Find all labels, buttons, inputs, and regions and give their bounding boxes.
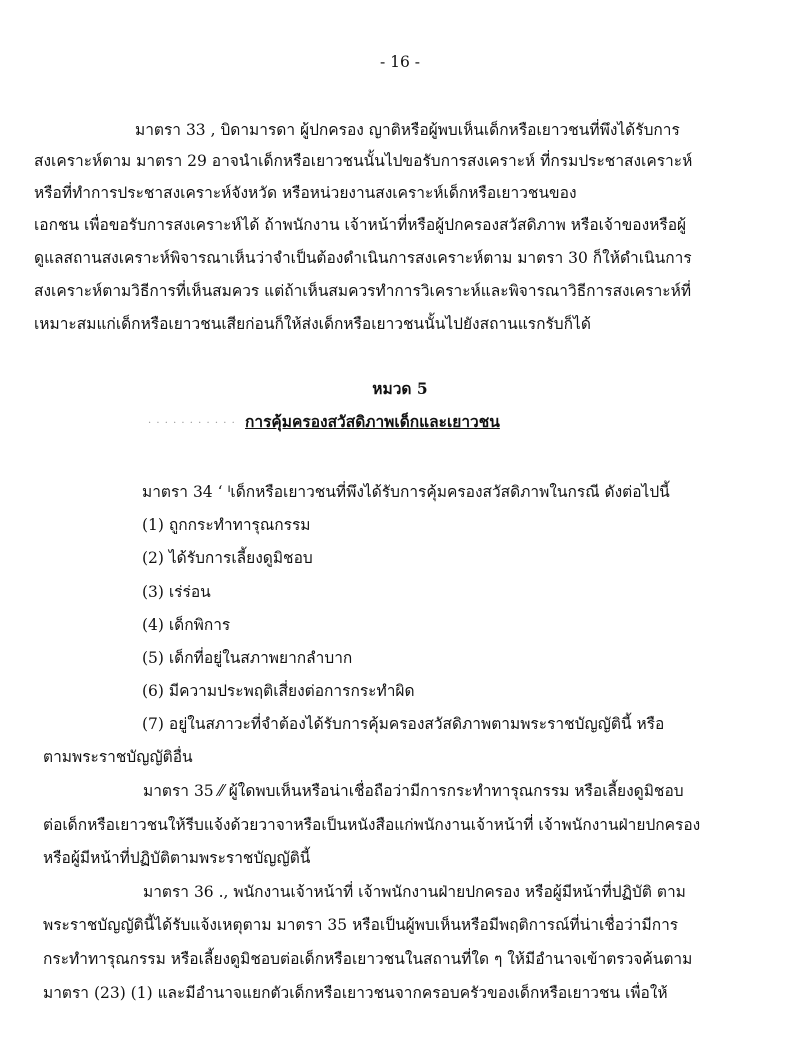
section-34-item-3: (3) เร่ร่อน bbox=[142, 583, 211, 601]
page-number: - 16 - bbox=[379, 53, 421, 71]
section-34-continuation: ตามพระราชบัญญัติอื่น bbox=[43, 748, 193, 766]
section-33-line-2: สงเคราะห์ตาม มาตรา 29 อาจนำเด็กหรือเยาวชนนั้นไปขอรับการสงเคราะห์ ที่กรมประชาสงเคราะห์ bbox=[34, 152, 693, 170]
chapter-heading: หมวด 5 bbox=[372, 379, 428, 398]
section-33-line-3: หรือที่ทำการประชาสงเคราะห์จังหวัด หรือหน่วยงานสงเคราะห์เด็กหรือเยาวชนของ bbox=[34, 184, 577, 202]
section-36-line-4: มาตรา (23) (1) และมีอำนาจแยกตัวเด็กหรือเยาวชนจากครอบครัวของเด็กหรือเยาวชน เพื่อให้ bbox=[43, 984, 668, 1002]
section-33-line-7: เหมาะสมแก่เด็กหรือเยาวชนเสียก่อนก็ให้ส่งเด็กหรือเยาวชนนั้นไปยังสถานแรกรับก็ได้ bbox=[34, 315, 591, 333]
section-33-line-1: มาตรา 33 , บิดามารดา ผู้ปกครอง ญาติหรือผู้พบเห็นเด็กหรือเยาวชนที่พึงได้รับการ bbox=[135, 121, 680, 139]
section-34-intro: มาตรา 34 ‘ ᑊเด็กหรือเยาวชนที่พึงได้รับการคุ้มครองสวัสดิภาพในกรณี ดังต่อไปนี้ bbox=[142, 483, 670, 501]
section-33-line-4: เอกชน เพื่อขอรับการสงเคราะห์ได้ ถ้าพนักงาน เจ้าหน้าที่หรือผู้ปกครองสวัสดิภาพ หรือเจ้าของหรือผู้ bbox=[34, 216, 687, 234]
section-34-item-1: (1) ถูกกระทำทารุณกรรม bbox=[142, 516, 311, 534]
section-36-line-1: มาตรา 36 ., พนักงานเจ้าหน้าที่ เจ้าพนักงานฝ่ายปกครอง หรือผู้มีหน้าที่ปฏิบัติ ตาม bbox=[143, 883, 686, 901]
section-34-item-2: (2) ได้รับการเลี้ยงดูมิชอบ bbox=[142, 549, 313, 567]
section-34-item-4: (4) เด็กพิการ bbox=[142, 616, 231, 634]
section-35-line-1: มาตรา 35 ⁄⁄ ผู้ใดพบเห็นหรือน่าเชื่อถือว่ามีการกระทำทารุณกรรม หรือเลี้ยงดูมิชอบ bbox=[143, 782, 684, 800]
section-33-line-5: ดูแลสถานสงเคราะห์พิจารณาเห็นว่าจำเป็นต้องดำเนินการสงเคราะห์ตาม มาตรา 30 ก็ให้ดำเนินการ bbox=[34, 249, 692, 267]
section-34-item-7: (7) อยู่ในสภาวะที่จำต้องได้รับการคุ้มครองสวัสดิภาพตามพระราชบัญญัตินี้ หรือ bbox=[142, 715, 665, 733]
chapter-title: การคุ้มครองสวัสดิภาพเด็กและเยาวชน bbox=[245, 412, 500, 431]
heading-scan-dots: · · · · · · · · · · · bbox=[148, 418, 236, 429]
section-34-item-5: (5) เด็กที่อยู่ในสภาพยากลำบาก bbox=[142, 649, 353, 667]
section-34-item-6: (6) มีความประพฤติเสี่ยงต่อการกระทำผิด bbox=[142, 682, 415, 700]
section-35-line-3: หรือผู้มีหน้าที่ปฏิบัติตามพระราชบัญญัตินี้ bbox=[43, 849, 311, 867]
section-33-line-6: สงเคราะห์ตามวิธีการที่เห็นสมควร แต่ถ้าเห็นสมควรทำการวิเคราะห์และพิจารณาวิธีการสงเคราะห์ที่ bbox=[34, 282, 692, 300]
section-35-line-2: ต่อเด็กหรือเยาวชนให้รีบแจ้งด้วยวาจาหรือเป็นหนังสือแก่พนักงานเจ้าหน้าที่ เจ้าพนักงานฝ่ายปกครอง bbox=[43, 816, 701, 834]
section-36-line-2: พระราชบัญญัตินี้ได้รับแจ้งเหตุตาม มาตรา 35 หรือเป็นผู้พบเห็นหรือมีพฤติการณ์ที่น่าเชื่อว่ามีการ bbox=[43, 916, 679, 934]
section-36-line-3: กระทำทารุณกรรม หรือเลี้ยงดูมิชอบต่อเด็กหรือเยาวชนในสถานที่ใด ๆ ให้มีอำนาจเข้าตรวจค้นตาม bbox=[43, 950, 693, 968]
